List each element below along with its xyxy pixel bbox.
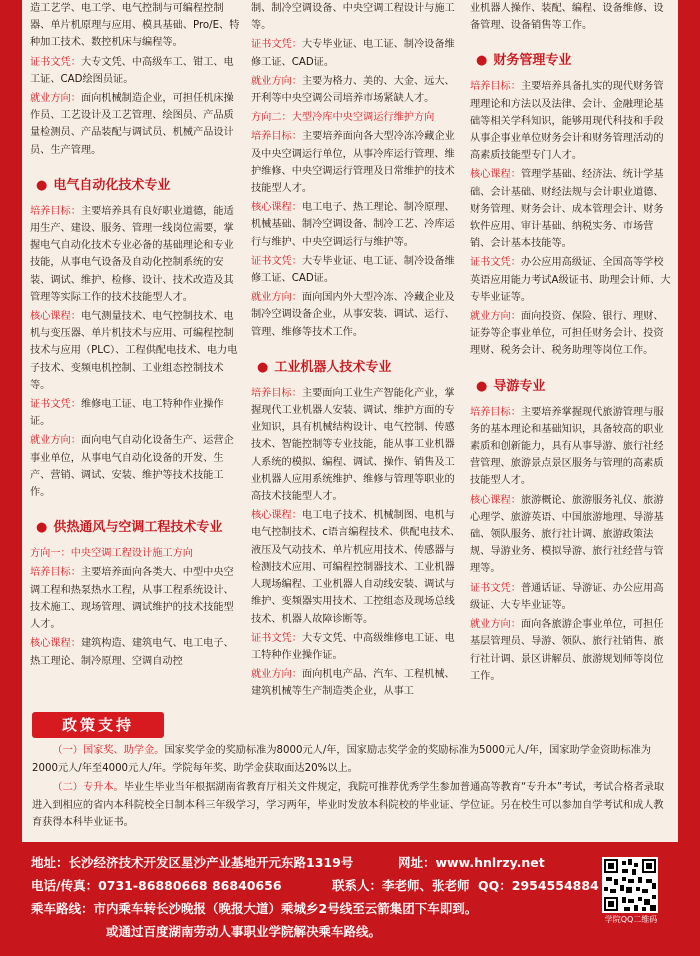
footer-phone: 电话/传真：0731-86880668 86840656 bbox=[31, 878, 282, 893]
footer-route: 乘车路线：市内乘车转长沙晚报（晚报大道）乘城乡2号线至云箭集团下车即到。 bbox=[31, 901, 478, 916]
electrical-job: 就业方向：面向电气自动化设备生产、运营企事业单位，从事电气自动化设备的开发、生产、营销、调试、安装、维护等技术技能工作。 bbox=[30, 435, 234, 499]
hvac-courses: 核心课程：建筑构造、建筑电气、电工电子、热工理论、制冷原理、空调自动控 bbox=[30, 638, 234, 667]
intro-cert: 证书文凭：大专文凭、中高级车工、钳工、电工证、CAD绘图员证。 bbox=[30, 56, 234, 85]
electrical-cert: 证书文凭：维修电工证、电工特种作业操作证。 bbox=[30, 399, 224, 428]
finance-courses: 核心课程：管理学基础、经济法、统计学基础、会计基础、财经法规与会计职业道德、财务管理、财务会计、成本管理会计、财务软件应用、审计基础、纳税实务、市场营销、会计基本技能等。 bbox=[470, 169, 664, 250]
hvac-courses-cont: 制、制冷空调设备、中央空调工程设计与施工等。 bbox=[251, 3, 455, 32]
finance-job: 就业方向：面向投资、保险、银行、理财、证券等企事业单位，可担任财务会计、投资理财、税务会计、税务助理等岗位工作。 bbox=[470, 311, 664, 357]
column-left bbox=[30, 0, 242, 672]
hvac2-courses: 核心课程：电工电子、热工理论、制冷原理、机械基础、制冷空调设备、制冷工艺、冷库运行与维护、中央空调运行与维护等。 bbox=[251, 202, 455, 248]
intro-text: 造工艺学、电工学、电气控制与可编程控制器、单片机原理与应用、模具基础、Pro/E、特种加工技术、数控机床与编程等。 bbox=[30, 3, 240, 49]
hvac2-goal: 培养目标：主要培养面向各大型冷冻冷藏企业及中央空调运行单位，从事冷库运行管理、维护维修、中央空调运行管理及日常维护的技术技能型人才。 bbox=[251, 131, 455, 195]
footer-website[interactable]: 网址：www.hnlrzy.net bbox=[398, 855, 545, 870]
intro-job: 就业方向：面向机械制造企业，可担任机床操作员、工艺设计及工艺管理、绘图员、产品质量检测员、产品装配与调试员、机械产品设计员、生产管理。 bbox=[30, 93, 234, 156]
qr-code-icon bbox=[602, 857, 658, 913]
finance-goal: 培养目标：主要培养具备扎实的现代财务管理理论和方法以及法律、会计、金融理论基础等相关学科知识，能够用现代科技和手段从事企事业单位财务会计和财务管理活动的高素质技能型专门人才。 bbox=[470, 81, 664, 162]
hvac-goal: 培养目标：主要培养面向各类大、中型中央空调工程和热泵热水工程，从事工程系统设计、技术施工、现场管理、调试维护的技术技能型人才。 bbox=[30, 567, 234, 631]
finance-cert: 证书文凭：办公应用高级证、全国高等学校英语应用能力考试A级证书、助理会计师、大专毕业证等。 bbox=[470, 257, 671, 303]
section-title-finance: ● 财务管理专业 bbox=[476, 53, 572, 69]
policy-title: 政策支持 bbox=[32, 712, 164, 738]
section-title-electrical: ● 电气自动化技术专业 bbox=[36, 177, 171, 193]
section-title-hvac: ● 供热通风与空调工程技术专业 bbox=[36, 520, 223, 536]
content-panel bbox=[22, 0, 678, 842]
footer-qq: QQ：2954554884 bbox=[478, 878, 599, 893]
robotics-job-cont: 业机器人操作、装配、编程、设备维修、设备管理、设备销售等工作。 bbox=[470, 3, 664, 32]
tourism-courses: 核心课程：旅游概论、旅游服务礼仪、旅游心理学、旅游英语、中国旅游地理、导游基础、领队服务、旅行社计调、旅游政策法规、导游业务、模拟导游、旅行社经营与管理等。 bbox=[470, 494, 664, 575]
section-title-tourism: ● 导游专业 bbox=[476, 378, 546, 394]
footer-address: 地址：长沙经济技术开发区星沙产业基地开元东路1319号 bbox=[31, 855, 354, 870]
hvac2-job: 就业方向：面向国内外大型冷冻、冷藏企业及制冷空调设备企业，从事安装、调试、运行、管理、维修等技术工作。 bbox=[251, 292, 455, 338]
bullet-icon: ● bbox=[476, 378, 488, 394]
column-right bbox=[470, 0, 672, 687]
robotics-goal: 培养目标：主要面向工业生产智能化产业，掌握现代工业机器人安装、调试、维护方面的专业知识，具有机械结构设计、电气控制、传感技术、智能控制等专业技能，能从事工业机器人系统的模拟、编程、调试、操作、销售及工业机器人应用系统维护、维修与管理等职业的高技术技能型人才。 bbox=[251, 387, 455, 503]
bullet-icon: ● bbox=[36, 177, 48, 193]
policy-section bbox=[32, 742, 668, 834]
hvac-job: 就业方向：主要为格力、美的、大金、远大、开利等中央空调公司培养市场紧缺人才。 bbox=[251, 75, 455, 105]
policy-upgrade: （二）专升本。毕业生毕业当年根据湖南省教育厅相关文件规定，我院可推荐优秀学生参加普通高等教育“专升本”考试，考试合格者录取进入到相应的省内本科院校全日制本科三年级学习，学习两年，毕业时发放本科院校的毕业证、学位证。另在校生可以参加自学考试和成人教育获得本科毕业证书。 bbox=[32, 782, 665, 828]
hvac2-cert: 证书文凭：大专毕业证、电工证、制冷设备维修工证、CAD证。 bbox=[251, 255, 455, 285]
footer-route-alt: 或通过百度湖南劳动人事职业学院解决乘车路线。 bbox=[106, 924, 382, 939]
bullet-icon: ● bbox=[257, 359, 269, 375]
hvac-cert: 证书文凭：大专毕业证、电工证、制冷设备维修工证、CAD证。 bbox=[251, 39, 455, 68]
electrical-goal: 培养目标：主要培养具有良好职业道德，能适用生产、建设、服务、管理一线岗位需要，掌握电气自动化技术专业必备的基础理论和专业技能，从事电气设备及自动化控制系统的安装、调试、维护、检修、设计、技术改造及其管理等实际工作的技术技能型人才。 bbox=[30, 205, 234, 303]
footer-contact: 联系人：李老师、张老师 bbox=[332, 878, 470, 893]
footer bbox=[0, 842, 700, 956]
bullet-icon: ● bbox=[36, 520, 48, 536]
robotics-job: 就业方向：面向机电产品、汽车、工程机械、建筑机械等生产制造类企业，从事工 bbox=[251, 669, 455, 698]
hvac-direction-one: 方向一：中央空调工程设计施工方向 bbox=[30, 548, 193, 560]
robotics-cert: 证书文凭：大专文凭、中高级维修电工证、电工特种作业操作证。 bbox=[251, 632, 455, 661]
bullet-icon: ● bbox=[476, 53, 488, 69]
tourism-job: 就业方向：面向各旅游企事业单位，可担任基层管理员、导游、领队、旅行社销售、旅行社计调、景区讲解员、旅游规划师等岗位工作。 bbox=[470, 619, 664, 682]
tourism-cert: 证书文凭：普通话证、导游证、办公应用高级证、大专毕业证等。 bbox=[470, 582, 664, 611]
robotics-courses: 核心课程：电工电子技术、机械制图、电机与电气控制技术、c语言编程技术、供配电技术、液压及气动技术、单片机应用技术、传感器与检测技术应用、可编程控制器技术、工业机器人现场编程、工业机器人自动线安装、调试与维护、变频器实用技术、工控组态及现场总线技术、机器人故障诊断等。 bbox=[251, 510, 461, 625]
policy-scholarship: （一）国家奖、助学金。国家奖学金的奖励标准为8000元人/年，国家励志奖学金的奖励标准为5000元人/年，国家助学金资助标准为2000元人/年至4000元人/年。学院每年奖、助学金获取面达20%以上。 bbox=[32, 745, 652, 774]
column-middle bbox=[251, 0, 463, 703]
electrical-courses: 核心课程：电气测量技术、电气控制技术、电机与变压器、单片机技术与应用、可编程控制技术与应用（PLC）、工程供配电技术、电力电子技术、变频电机控制、工业组态控制技术等。 bbox=[30, 311, 238, 391]
tourism-goal: 培养目标：主要培养掌握现代旅游管理与服务的基本理论和基础知识，具备较高的职业素质和创新能力，具有从事导游、旅行社经营管理、旅游景点景区服务与管理的高素质技能型人才。 bbox=[470, 406, 664, 487]
section-title-robotics: ● 工业机器人技术专业 bbox=[257, 359, 392, 375]
hvac-direction-two: 方向二：大型冷库中央空调运行维护方向 bbox=[251, 112, 435, 124]
qr-code-label: 学院QQ二维码 bbox=[604, 915, 658, 924]
